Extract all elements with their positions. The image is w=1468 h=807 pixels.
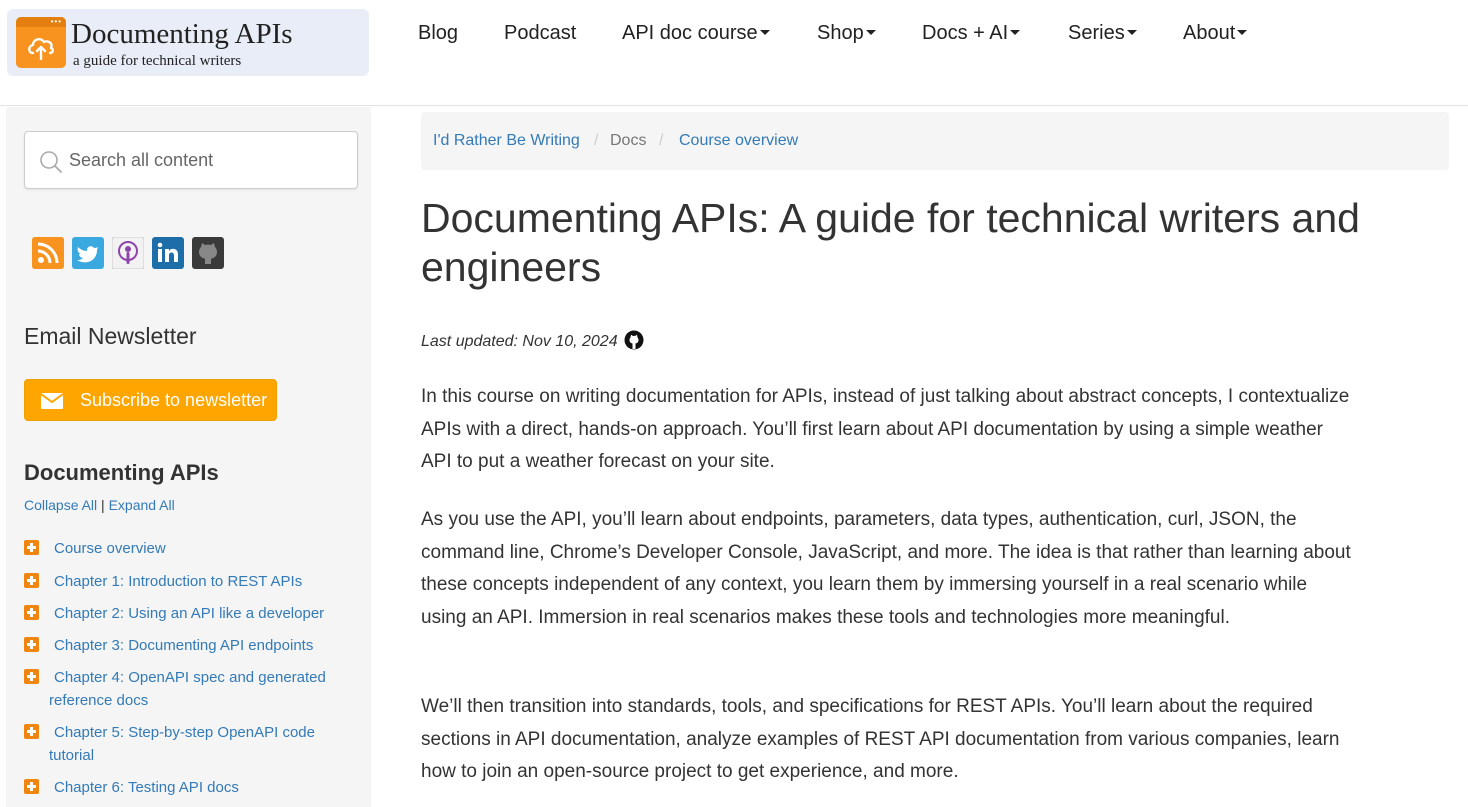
subscribe-label: Subscribe to newsletter (80, 390, 268, 410)
breadcrumb-separator: / (659, 132, 664, 149)
linkedin-icon[interactable] (152, 237, 184, 269)
toc-item-label: Chapter 4: OpenAPI spec and generated reference docs (49, 669, 326, 709)
podcast-icon[interactable] (112, 237, 144, 269)
breadcrumb-docs: Docs (610, 132, 647, 149)
nav-label: Blog (418, 22, 459, 44)
nav-label: About (1183, 22, 1236, 44)
toc-item-chapter-1[interactable] (24, 570, 354, 593)
collapse-all-link[interactable]: Collapse All (24, 497, 98, 513)
nav-label: Series (1068, 22, 1125, 44)
cloud-upload-icon: ••• (16, 17, 66, 68)
sidebar (6, 107, 371, 807)
expand-all-link[interactable]: Expand All (108, 497, 175, 513)
expand-plus-icon[interactable] (24, 540, 39, 555)
search-box[interactable] (24, 131, 358, 189)
top-navbar (0, 0, 1468, 106)
nav-label: API doc course (622, 22, 758, 44)
nav-about[interactable] (1183, 22, 1247, 45)
intro-paragraph-3: We’ll then transition into standards, tools, and specifications for REST APIs. You’ll learn about the required sections in API documentation, analyze examples of REST API documentation from various companies, learn how to join an open-source project to get experience, and more. (421, 696, 1340, 782)
search-input[interactable] (69, 146, 349, 174)
toc-item-label: Course overview (54, 540, 166, 557)
expand-plus-icon[interactable] (24, 637, 39, 652)
caret-down-icon (1237, 30, 1247, 35)
intro-paragraph-1: In this course on writing documentation for APIs, instead of just talking about abstract concepts, I contextualize APIs with a direct, hands-on approach. You’ll first learn about API documentation by using a simple weather API to put a weather forecast on your site. (421, 386, 1350, 472)
caret-down-icon (1127, 30, 1137, 35)
nav-podcast[interactable] (504, 22, 576, 45)
newsletter-heading: Email Newsletter (24, 323, 197, 349)
intro-paragraph-2: As you use the API, you’ll learn about endpoints, parameters, data types, authentication, curl, JSON, the command line, Chrome’s Developer Console, JavaScript, and more. The idea is that rather than learning about these concepts independent of any context, you learn them by immersing yourself in a real scenario while using an API. Immersion in real scenarios makes these tools and technologies more meaningful. (421, 509, 1351, 628)
expand-plus-icon[interactable] (24, 573, 39, 588)
caret-down-icon (866, 30, 876, 35)
nav-label: Podcast (504, 22, 577, 44)
toc-item-chapter-4[interactable] (24, 666, 354, 712)
subscribe-button[interactable] (24, 379, 277, 421)
toc-item-label: Chapter 2: Using an API like a developer (54, 605, 325, 622)
breadcrumb (421, 112, 1449, 170)
toc-item-label: Chapter 1: Introduction to REST APIs (54, 573, 303, 590)
toc-item-chapter-6[interactable] (24, 776, 354, 799)
site-brand[interactable] (7, 9, 369, 76)
toc-item-chapter-5[interactable] (24, 721, 354, 767)
site-title[interactable]: Documenting APIs (71, 18, 293, 50)
expand-plus-icon[interactable] (24, 779, 39, 794)
toc-item-label: Chapter 6: Testing API docs (54, 779, 239, 796)
nav-label: Shop (817, 22, 864, 44)
toc-item-course-overview[interactable] (24, 537, 354, 560)
toc-item-label: Chapter 5: Step-by-step OpenAPI code tutorial (49, 724, 315, 764)
collapse-expand-controls (24, 497, 175, 513)
last-updated-text: Last updated: Nov 10, 2024 (421, 333, 618, 350)
rss-icon[interactable] (32, 237, 64, 269)
breadcrumb-home[interactable]: I'd Rather Be Writing (433, 132, 580, 149)
search-icon (39, 150, 63, 174)
site-tagline: a guide for technical writers (73, 53, 242, 69)
nav-label: Docs + AI (922, 22, 1009, 44)
last-updated (421, 333, 644, 351)
nav-blog[interactable] (418, 22, 458, 45)
toc-item-label: Chapter 3: Documenting API endpoints (54, 637, 314, 654)
twitter-icon[interactable] (72, 237, 104, 269)
github-icon[interactable] (624, 330, 644, 350)
expand-plus-icon[interactable] (24, 605, 39, 620)
breadcrumb-current[interactable]: Course overview (679, 132, 799, 149)
nav-docs-ai[interactable] (922, 22, 1020, 45)
breadcrumb-separator: / (594, 132, 599, 149)
divider: | (101, 497, 105, 513)
nav-api-doc-course[interactable] (622, 22, 770, 45)
expand-plus-icon[interactable] (24, 724, 39, 739)
sidebar-section-title: Documenting APIs (24, 460, 219, 485)
toc-item-chapter-3[interactable] (24, 634, 354, 657)
envelope-icon (41, 393, 63, 409)
nav-series[interactable] (1068, 22, 1137, 45)
caret-down-icon (760, 30, 770, 35)
expand-plus-icon[interactable] (24, 669, 39, 684)
page-title: Documenting APIs: A guide for technical writers and engineers (421, 195, 1360, 290)
toc-item-chapter-2[interactable] (24, 602, 354, 625)
caret-down-icon (1010, 30, 1020, 35)
github-icon[interactable] (192, 237, 224, 269)
nav-shop[interactable] (817, 22, 876, 45)
